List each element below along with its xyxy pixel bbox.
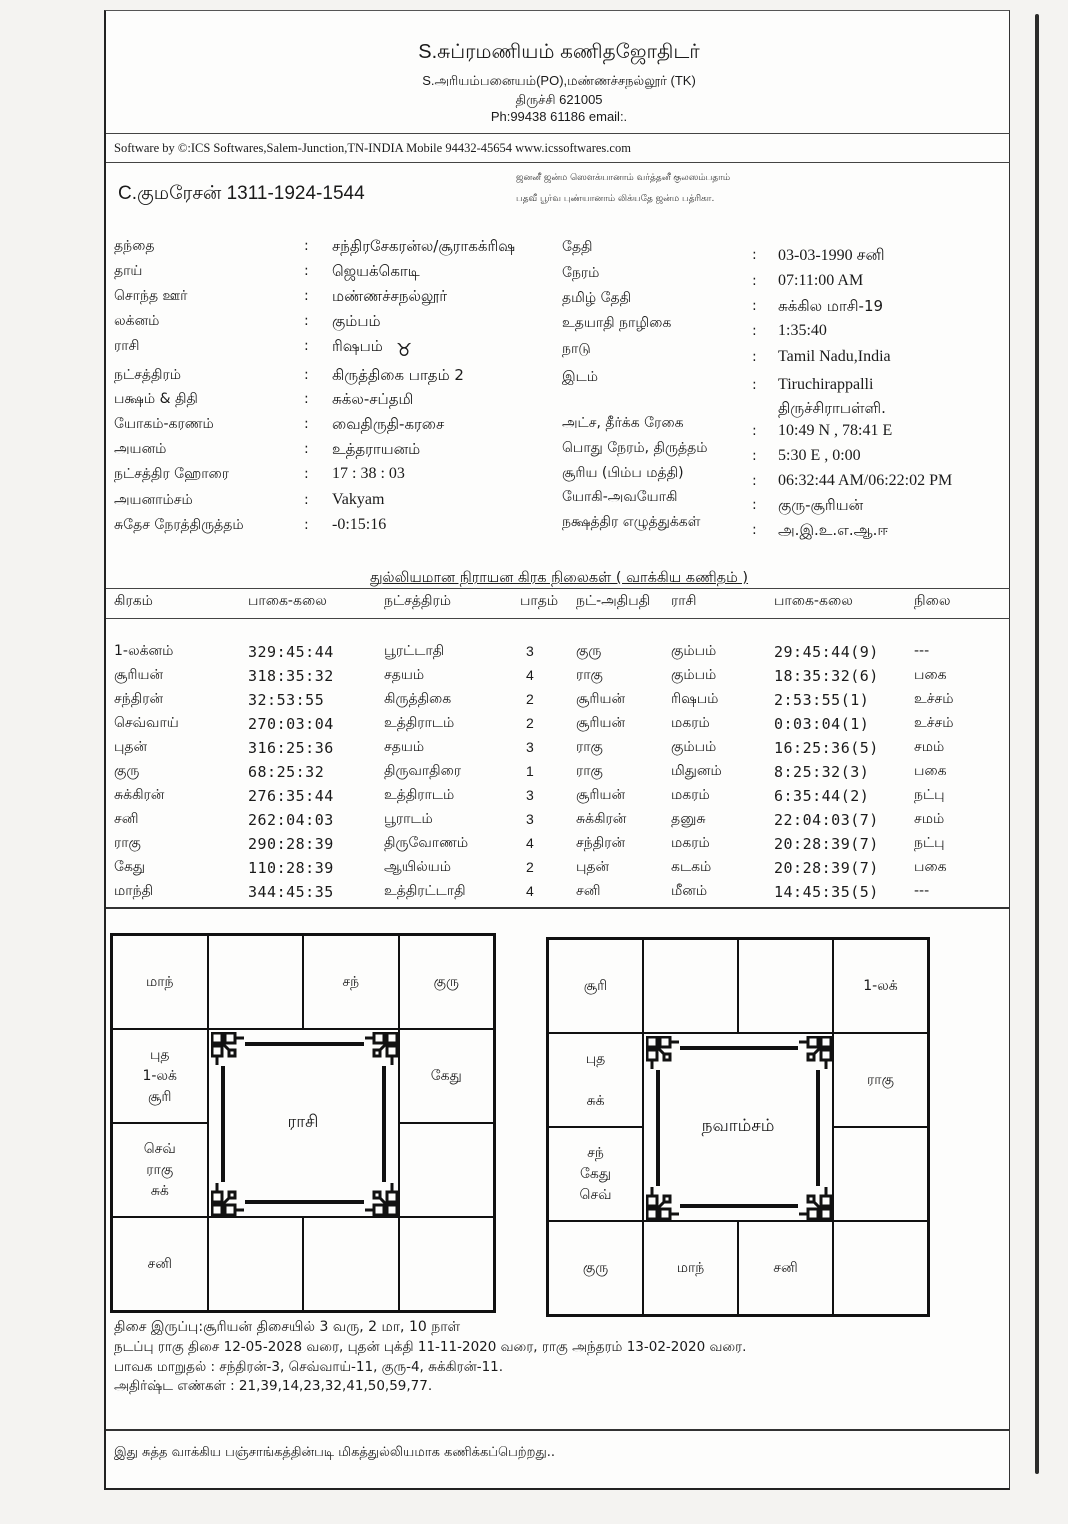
column-header: பாகை-கலை (774, 593, 853, 609)
table-cell: சதயம் (384, 739, 425, 755)
table-cell: சுக்கிரன் (576, 811, 627, 827)
table-cell: 22:04:03(7) (774, 811, 879, 829)
dasa-balance: திசை இருப்பு:சூரியன் திசையில் 3 வரு, 2 மா, 10 நாள் (114, 1319, 461, 1335)
table-cell: 2 (526, 691, 534, 707)
table-cell: சமம் (914, 811, 945, 827)
table-row (106, 787, 1006, 811)
detail-colon: : (304, 367, 309, 383)
house-mithunam (399, 935, 495, 1029)
table-cell: ராகு (114, 835, 141, 851)
table-cell: கேது (114, 859, 146, 875)
table-cell: சூரியன் (576, 715, 626, 731)
current-dasa: நடப்பு ராகு திசை 12-05-2028 வரை, புதன் புக்தி 11-11-2020 வரை, ராகு அந்தரம் 13-02-2020 வரை. (114, 1339, 747, 1355)
house-viruchigam (208, 1217, 304, 1311)
column-header: நட்சத்திரம் (384, 593, 451, 609)
detail-label: நேரம் (562, 265, 600, 281)
client-name-id: C.குமரேசன் 1311-1924-1544 (118, 183, 365, 204)
kolam-corner-icon (211, 1032, 245, 1066)
table-cell: சூரியன் (114, 667, 164, 683)
table-top-rule (106, 588, 1010, 589)
table-cell: ஆயில்யம் (384, 859, 451, 875)
detail-value: 06:32:44 AM/06:22:02 PM (778, 472, 953, 489)
house-rishabam (303, 935, 399, 1029)
table-cell: நட்பு (914, 835, 945, 851)
table-cell: 6:35:44(2) (774, 787, 870, 805)
table-cell: சமம் (914, 739, 945, 755)
table-cell: 3 (526, 787, 534, 803)
planet-label: சனி (147, 1255, 172, 1272)
house-kumbam (112, 1029, 208, 1123)
table-cell: 32:53:55 (248, 691, 325, 709)
table-cell: பகை (914, 859, 947, 875)
table-cell: சூரியன் (576, 691, 626, 707)
detail-label: நாடு (562, 341, 591, 357)
detail-colon: : (752, 323, 757, 339)
chart-title: நவாம்சம் (701, 1116, 775, 1136)
column-header: கிரகம் (114, 593, 153, 609)
detail-colon: : (752, 522, 757, 538)
table-cell: 18:35:32(6) (774, 667, 879, 685)
house-kumbam (548, 1033, 643, 1127)
detail-label: அயனாம்சம் (114, 492, 193, 508)
table-cell: 16:25:36(5) (774, 739, 879, 757)
planet-label: புத (585, 1050, 606, 1067)
table-row (106, 715, 1006, 739)
detail-colon: : (304, 313, 309, 329)
planet-label: ராகு (867, 1071, 894, 1088)
detail-value: சுக்ல-சப்தமி (332, 390, 414, 408)
table-cell: திருவாதிரை (384, 763, 462, 779)
kolam-corner-icon (364, 1032, 398, 1066)
planet-label: மாந் (145, 973, 174, 990)
house-mesham (208, 935, 304, 1029)
detail-value: Tamil Nadu,India (778, 348, 891, 365)
detail-colon: : (752, 423, 757, 439)
table-cell: ராகு (576, 739, 603, 755)
detail-colon: : (752, 298, 757, 314)
table-cell: --- (914, 883, 930, 899)
table-cell: மீனம் (671, 883, 708, 899)
detail-value: உத்தராயனம் (332, 440, 421, 458)
planet-table-title: துல்லியமான நிராயன கிரக நிலைகள் ( வாக்கிய கணிதம் ) (369, 570, 749, 586)
table-cell: மாந்தி (114, 883, 154, 899)
detail-colon: : (304, 263, 309, 279)
planet-label: சனி (773, 1259, 798, 1276)
table-cell: 344:45:35 (248, 883, 334, 901)
planet-label: குரு (433, 973, 459, 990)
table-row (106, 883, 1006, 907)
planet-label: சந் (587, 1144, 604, 1161)
table-row (106, 763, 1006, 787)
detail-value: அ.இ.உ.எ.ஆ.ஈ (778, 521, 888, 539)
house-thulam (303, 1217, 399, 1311)
table-header-rule (106, 618, 1010, 619)
detail-value: வைதிருதி-கரசை (332, 415, 445, 433)
detail-value: குரு-சூரியன் (778, 496, 864, 514)
chart-center (208, 1029, 399, 1217)
house-mithunam (833, 939, 928, 1033)
table-cell: உத்திரட்டாதி (384, 883, 466, 899)
house-kadagam (833, 1033, 928, 1127)
astrologer-phone: Ph:99438 61186 email:. (490, 109, 628, 124)
verse-line-2: பதவீ பூர்வ புண்யானாம் லிக்யதே ஜன்ம பத்ரிகா. (516, 194, 715, 204)
table-cell: சந்திரன் (576, 835, 626, 851)
table-cell: கும்பம் (671, 667, 717, 683)
house-rishabam (738, 939, 833, 1033)
table-cell: 2 (526, 715, 534, 731)
table-cell: பூராடம் (384, 811, 433, 827)
horoscope-sheet (104, 10, 1010, 1490)
table-cell: 3 (526, 643, 534, 659)
table-row (106, 835, 1006, 859)
detail-label: தமிழ் தேதி (562, 290, 632, 306)
detail-label: உதயாதி நாழிகை (562, 315, 672, 331)
table-cell: நட்பு (914, 787, 945, 803)
kolam-corner-icon (798, 1186, 832, 1220)
table-cell: உச்சம் (914, 715, 954, 731)
table-cell: பகை (914, 763, 947, 779)
table-cell: 329:45:44 (248, 643, 334, 661)
planet-label: ராகு (146, 1161, 174, 1178)
house-thulam (738, 1221, 833, 1315)
table-cell: சூரியன் (576, 787, 626, 803)
table-cell: புதன் (576, 859, 610, 875)
detail-value: 07:11:00 AM (778, 272, 864, 289)
detail-label: பொது நேரம், திருத்தம் (562, 440, 708, 456)
planet-label: மாந் (676, 1259, 705, 1276)
detail-value: சுக்கில மாசி-19 (778, 297, 884, 315)
table-cell: குரு (114, 763, 140, 779)
table-row (106, 859, 1006, 883)
column-header: நிலை (914, 593, 951, 609)
kolam-corner-icon (646, 1036, 680, 1070)
detail-label: சூரிய (பிம்ப மத்தி) (562, 465, 684, 481)
detail-label: நட்சத்திர ஹோரை (114, 466, 230, 482)
table-cell: சனி (576, 883, 601, 899)
table-cell: மகரம் (671, 715, 710, 731)
detail-label: அட்ச, தீர்க்க ரேகை (562, 415, 684, 431)
table-cell: 0:03:04(1) (774, 715, 870, 733)
table-cell: 68:25:32 (248, 763, 325, 781)
detail-value: 17 : 38 : 03 (332, 465, 405, 482)
table-row (106, 811, 1006, 835)
planet-label: சந் (342, 973, 360, 990)
detail-label: தந்தை (114, 238, 155, 254)
detail-colon: : (304, 492, 309, 508)
detail-value: சந்திரசேகரன்ல/சூராகக்ரிஷ (332, 237, 516, 255)
table-cell: மகரம் (671, 787, 710, 803)
table-cell: செவ்வாய் (114, 715, 179, 731)
planet-label: செவ் (579, 1186, 612, 1203)
table-cell: 110:28:39 (248, 859, 334, 877)
astrologer-city: திருச்சி 621005 (515, 92, 603, 107)
table-cell: 3 (526, 739, 534, 755)
table-cell: உத்திராடம் (384, 715, 455, 731)
table-cell: பகை (914, 667, 947, 683)
detail-value: 1:35:40 (778, 322, 827, 339)
detail-value: ரிஷபம் (332, 337, 383, 355)
table-cell: 290:28:39 (248, 835, 334, 853)
astrologer-address: S.அரியம்பனையம்(PO),மண்ணச்சநல்லூர் (TK) (422, 73, 696, 88)
detail-colon: : (752, 448, 757, 464)
planet-label: கேது (579, 1165, 612, 1182)
bhava-change: பாவக மாறுதல் : சந்திரன்-3, செவ்வாய்-11, குரு-4, சுக்கிரன்-11. (114, 1359, 504, 1375)
detail-colon: : (752, 473, 757, 489)
table-row (106, 667, 1006, 691)
planet-label: செவ் (143, 1140, 176, 1157)
planet-label: சூரி (583, 977, 608, 994)
detail-label: யோகம்-கரணம் (114, 416, 214, 432)
house-makaram (112, 1123, 208, 1217)
table-cell: 316:25:36 (248, 739, 334, 757)
detail-label: நட்சத்திரம் (114, 367, 181, 383)
table-cell: ரிஷபம் (671, 691, 719, 707)
planet-label: கேது (430, 1067, 462, 1084)
table-cell: 276:35:44 (248, 787, 334, 805)
house-dhanusu (112, 1217, 208, 1311)
planet-label: 1-லக் (142, 1067, 178, 1084)
table-row (106, 643, 1006, 667)
table-cell: 1 (526, 763, 534, 779)
detail-label: லக்னம் (114, 313, 160, 329)
detail-label: ராசி (114, 338, 140, 354)
table-cell: குரு (576, 643, 602, 659)
table-bottom-rule (106, 907, 1010, 909)
rasi-chart (110, 933, 496, 1313)
accuracy-note: இது சுத்த வாக்கிய பஞ்சாங்கத்தின்படி மிகத்துல்லியமாக கணிக்கப்பெற்றது.. (114, 1445, 556, 1460)
table-cell: 29:45:44(9) (774, 643, 879, 661)
detail-value: -0:15:16 (332, 516, 387, 533)
table-cell: --- (914, 643, 930, 659)
detail-label: இடம் (562, 369, 599, 385)
table-cell: ராகு (576, 667, 603, 683)
table-cell: 4 (526, 667, 534, 683)
table-cell: கிருத்திகை (384, 691, 452, 707)
house-meenam (548, 939, 643, 1033)
detail-label: தேதி (562, 239, 593, 255)
table-cell: 262:04:03 (248, 811, 334, 829)
table-cell: 270:03:04 (248, 715, 334, 733)
verse-line-1: ஜனனீ ஜன்ம ஸௌக்யானாம் வர்த்தனீ குலஸம்பதாம் (516, 173, 731, 183)
chart-center (643, 1033, 833, 1221)
kolam-corner-icon (798, 1036, 832, 1070)
detail-colon: : (752, 349, 757, 365)
table-cell: 4 (526, 883, 534, 899)
table-cell: புதன் (114, 739, 148, 755)
detail-label: பக்ஷம் & திதி (114, 391, 198, 407)
detail-colon: : (304, 288, 309, 304)
divider (106, 162, 1010, 163)
table-cell: 4 (526, 835, 534, 851)
table-row (106, 691, 1006, 715)
planet-label: 1-லக் (863, 977, 898, 994)
detail-value: 5:30 E , 0:00 (778, 447, 861, 464)
detail-label: சுதேச நேரத்திருத்தம் (114, 517, 244, 533)
table-cell: 2:53:55(1) (774, 691, 870, 709)
table-cell: திருவோணம் (384, 835, 469, 851)
table-cell: பூரட்டாதி (384, 643, 445, 659)
detail-colon: : (752, 273, 757, 289)
table-cell: சந்திரன் (114, 691, 164, 707)
lucky-numbers: அதிர்ஷ்ட எண்கள் : 21,39,14,23,32,41,50,59,77. (114, 1378, 433, 1394)
kolam-corner-icon (646, 1186, 680, 1220)
column-header: பாகை-கலை (248, 593, 327, 609)
detail-value: கும்பம் (332, 312, 381, 330)
detail-label: சொந்த ஊர் (114, 288, 188, 304)
detail-value: Tiruchirappalli (778, 376, 874, 393)
table-cell: 20:28:39(7) (774, 835, 879, 853)
detail-label: யோகி-அவயோகி (562, 489, 678, 505)
detail-value: Vakyam (332, 491, 385, 508)
detail-label: நக்ஷத்திர எழுத்துக்கள் (562, 514, 701, 530)
house-mesham (643, 939, 738, 1033)
planet-label: குரு (582, 1259, 609, 1276)
chart-title: ராசி (287, 1112, 319, 1132)
table-cell: தனுசு (671, 811, 706, 827)
house-kadagam (399, 1029, 495, 1123)
detail-colon: : (752, 497, 757, 513)
detail-value-2: திருச்சிராபள்ளி. (778, 399, 886, 417)
planet-label: சுக் (586, 1092, 605, 1109)
house-simmam (399, 1123, 495, 1217)
house-kanni (833, 1221, 928, 1315)
planet-label: சூரி (148, 1088, 172, 1105)
kolam-corner-icon (364, 1182, 398, 1216)
table-row (106, 739, 1006, 763)
column-header: பாதம் (520, 593, 559, 609)
detail-value: ஜெயக்கொடி (332, 262, 420, 280)
detail-value: 10:49 N , 78:41 E (778, 422, 893, 439)
table-cell: கடகம் (671, 859, 712, 875)
table-cell: 318:35:32 (248, 667, 334, 685)
detail-colon: : (752, 247, 757, 263)
detail-colon: : (304, 441, 309, 457)
table-cell: 14:45:35(5) (774, 883, 879, 901)
taurus-symbol-icon: ♉ (396, 340, 413, 361)
table-cell: சுக்கிரன் (114, 787, 165, 803)
table-cell: உத்திராடம் (384, 787, 455, 803)
planet-label: புத (149, 1046, 170, 1063)
planet-label: சுக் (150, 1182, 169, 1199)
kolam-corner-icon (211, 1182, 245, 1216)
house-makaram (548, 1127, 643, 1221)
detail-colon: : (304, 466, 309, 482)
house-dhanusu (548, 1221, 643, 1315)
detail-value: மண்ணச்சநல்லூர் (332, 287, 448, 305)
detail-value: கிருத்திகை பாதம் 2 (332, 366, 464, 384)
column-header: நட்-அதிபதி (576, 593, 651, 609)
table-cell: சனி (114, 811, 139, 827)
house-simmam (833, 1127, 928, 1221)
detail-colon: : (304, 517, 309, 533)
divider (106, 133, 1010, 134)
table-cell: உச்சம் (914, 691, 954, 707)
detail-colon: : (304, 416, 309, 432)
detail-colon: : (304, 238, 309, 254)
table-cell: 2 (526, 859, 534, 875)
table-cell: சதயம் (384, 667, 425, 683)
table-cell: 1-லக்னம் (114, 643, 174, 659)
detail-colon: : (752, 377, 757, 393)
detail-label: அயனம் (114, 441, 167, 457)
table-cell: கும்பம் (671, 643, 717, 659)
footer-rule (106, 1429, 1010, 1431)
astrologer-name: S.சுப்ரமணியம் கணிதஜோதிடர் (418, 41, 700, 63)
table-cell: மகரம் (671, 835, 710, 851)
table-cell: 20:28:39(7) (774, 859, 879, 877)
detail-label: தாய் (114, 263, 143, 279)
detail-value: 03-03-1990 சனி (778, 247, 885, 264)
table-cell: கும்பம் (671, 739, 717, 755)
detail-colon: : (304, 338, 309, 354)
table-cell: மிதுனம் (671, 763, 722, 779)
detail-colon: : (304, 391, 309, 407)
house-meenam (112, 935, 208, 1029)
column-header: ராசி (671, 593, 697, 609)
table-cell: 8:25:32(3) (774, 763, 870, 781)
table-cell: 3 (526, 811, 534, 827)
software-credit: Software by ©:ICS Softwares,Salem-Junction,TN-INDIA Mobile 94432-45654 www.icssoftwares.com (114, 141, 631, 155)
binding-edge (1035, 14, 1039, 1474)
table-cell: ராகு (576, 763, 603, 779)
house-viruchigam (643, 1221, 738, 1315)
house-kanni (399, 1217, 495, 1311)
navamsa-chart (546, 937, 930, 1317)
